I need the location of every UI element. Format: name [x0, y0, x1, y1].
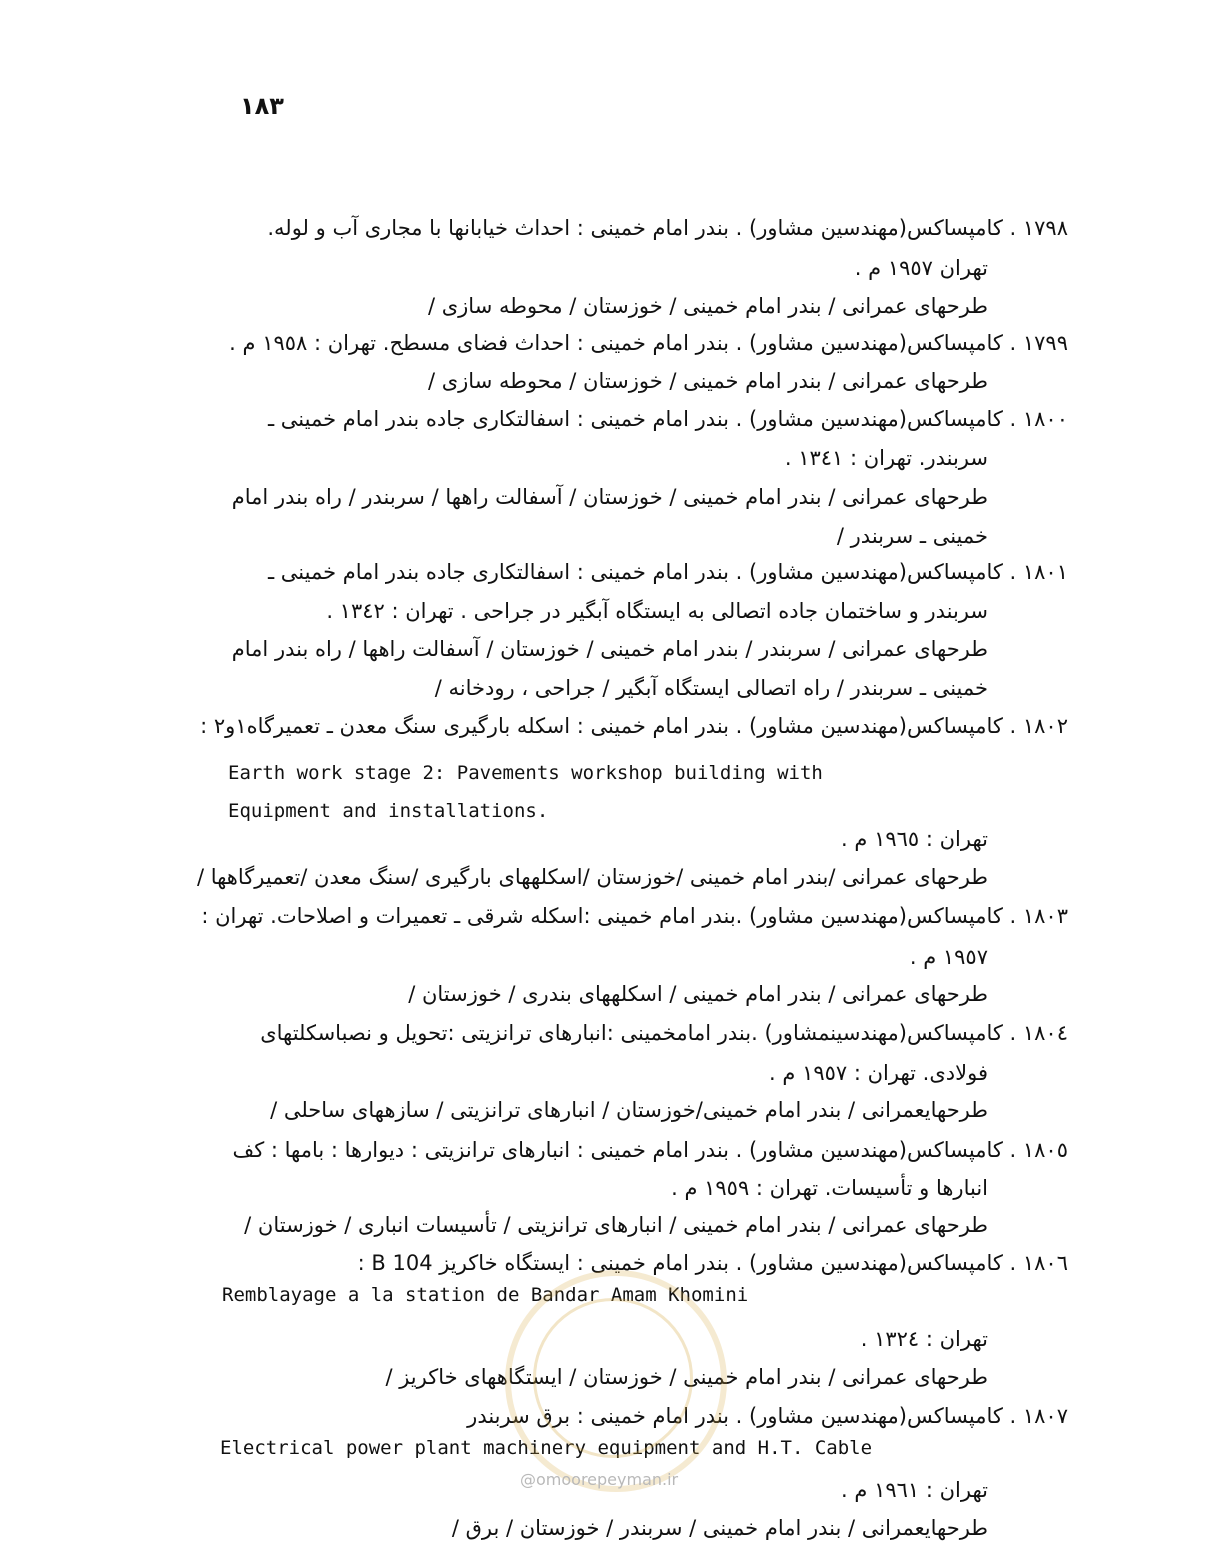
entry-1800-title: ١٨٠٠ . کامپساکس(مهندسین مشاور) . بندر امام خمینی : اسفالتکاری جاده بندر امام خمینی ـ	[267, 407, 1068, 431]
entry-1807-title: ١٨٠٧ . کامپساکس(مهندسین مشاور) . بندر امام خمینی : برق سربندر	[467, 1404, 1068, 1428]
entry-1806-subjects: طرحهای عمرانی / بندر امام خمینی / خوزستان / ایستگاههای خاکریز /	[385, 1365, 988, 1389]
entry-1802-latin-title: Earth work stage 2: Pavements workshop building with	[228, 762, 823, 784]
entry-1801-subjects: طرحهای عمرانی / سربندر / بندر امام خمینی / خوزستان / آسفالت راهها / راه بندر امام	[231, 637, 988, 661]
entry-1802-latin-title-cont: Equipment and installations.	[228, 800, 549, 822]
entry-1800-imprint: سربندر. تهران : ١٣٤١ .	[784, 446, 988, 470]
entry-1799-title: ١٧٩٩ . کامپساکس(مهندسین مشاور) . بندر امام خمینی : احداث فضای مسطح. تهران : ١٩٥٨ م .	[229, 331, 1068, 355]
entry-1800-subjects: طرحهای عمرانی / بندر امام خمینی / خوزستان / آسفالت راهها / سربندر / راه بندر امام	[231, 485, 988, 509]
entry-1807-subjects: طرحهایعمرانی / بندر امام خمینی / سربندر / خوزستان / برق /	[451, 1516, 988, 1540]
entry-1804-subjects: طرحهایعمرانی / بندر امام خمینی/خوزستان / انبارهای ترانزیتی / سازههای ساحلی /	[270, 1098, 988, 1122]
library-seal-stamp	[505, 1270, 727, 1492]
entry-1802-title: ١٨٠٢ . کامپساکس(مهندسین مشاور) . بندر امام خمینی : اسکله بارگیری سنگ معدن ـ تعمیرگاه١و٢ :	[200, 714, 1068, 738]
entry-1802-imprint: تهران : ١٩٦٥ م .	[841, 827, 988, 851]
entry-1804-imprint: فولادی. تهران : ١٩٥٧ م .	[769, 1061, 988, 1085]
entry-1805-imprint: انبارها و تأسیسات. تهران : ١٩٥٩ م .	[671, 1176, 988, 1200]
entry-1803-title: ١٨٠٣ . کامپساکس(مهندسین مشاور) .بندر امام خمینی :اسکله شرقی ـ تعمیرات و اصلاحات. تهران :	[201, 904, 1068, 928]
entry-1807-latin-title: Electrical power plant machinery equipment and H.T. Cable	[220, 1437, 873, 1459]
entry-1803-subjects: طرحهای عمرانی / بندر امام خمینی / اسکلههای بندری / خوزستان /	[408, 982, 988, 1006]
entry-1799-subjects: طرحهای عمرانی / بندر امام خمینی / خوزستان / محوطه سازی /	[427, 369, 988, 393]
entry-1801-title-cont: سربندر و ساختمان جاده اتصالی به ایستگاه آبگیر در جراحی . تهران : ١٣٤٢ .	[326, 599, 988, 623]
page-number: ١٨٣	[240, 92, 284, 120]
entry-1798-subjects: طرحهای عمرانی / بندر امام خمینی / خوزستان / محوطه سازی /	[427, 294, 988, 318]
entry-1798-imprint: تهران ١٩٥٧ م .	[854, 256, 988, 280]
entry-1805-title: ١٨٠٥ . کامپساکس(مهندسین مشاور) . بندر امام خمینی : انبارهای ترانزیتی : دیوارها : بامها : کف	[232, 1138, 1068, 1162]
entry-1806-imprint: تهران : ١٣٢٤ .	[860, 1327, 988, 1351]
entry-1805-subjects: طرحهای عمرانی / بندر امام خمینی / انبارهای ترانزیتی / تأسیسات انباری / خوزستان /	[244, 1213, 988, 1237]
entry-1806-title: ١٨٠٦ . کامپساکس(مهندسین مشاور) . بندر امام خمینی : ایستگاه خاکریز B 104 :	[357, 1251, 1068, 1275]
entry-1806-latin-title: Remblayage a la station de Bandar Amam Khomini	[222, 1284, 749, 1306]
website-watermark: @omoorepeyman.ir	[520, 1470, 679, 1489]
entry-1804-title: ١٨٠٤ . کامپساکس(مهندسینمشاور) .بندر امامخمینی :انبارهای ترانزیتی :تحویل و نصباسکلتهای	[260, 1021, 1068, 1045]
library-seal-inner-ring	[533, 1298, 693, 1458]
entry-1801-title: ١٨٠١ . کامپساکس(مهندسین مشاور) . بندر امام خمینی : اسفالتکاری جاده بندر امام خمینی ـ	[267, 560, 1068, 584]
entry-1803-title-cont: ١٩٥٧ م .	[909, 945, 988, 969]
entry-1802-subjects: طرحهای عمرانی /بندر امام خمینی /خوزستان /اسکلههای بارگیری /سنگ معدن /تعمیرگاهها /	[196, 865, 988, 889]
entry-1798-title: ١٧٩٨ . کامپساکس(مهندسین مشاور) . بندر امام خمینی : احداث خیابانها با مجاری آب و لوله.	[267, 216, 1068, 240]
entry-1807-imprint: تهران : ١٩٦١ م .	[841, 1478, 988, 1502]
entry-1801-subjects-cont: خمینی ـ سربندر / راه اتصالی ایستگاه آبگیر / جراحی ، رودخانه /	[434, 676, 988, 700]
entry-1800-subjects-cont: خمینی ـ سربندر /	[836, 524, 988, 548]
